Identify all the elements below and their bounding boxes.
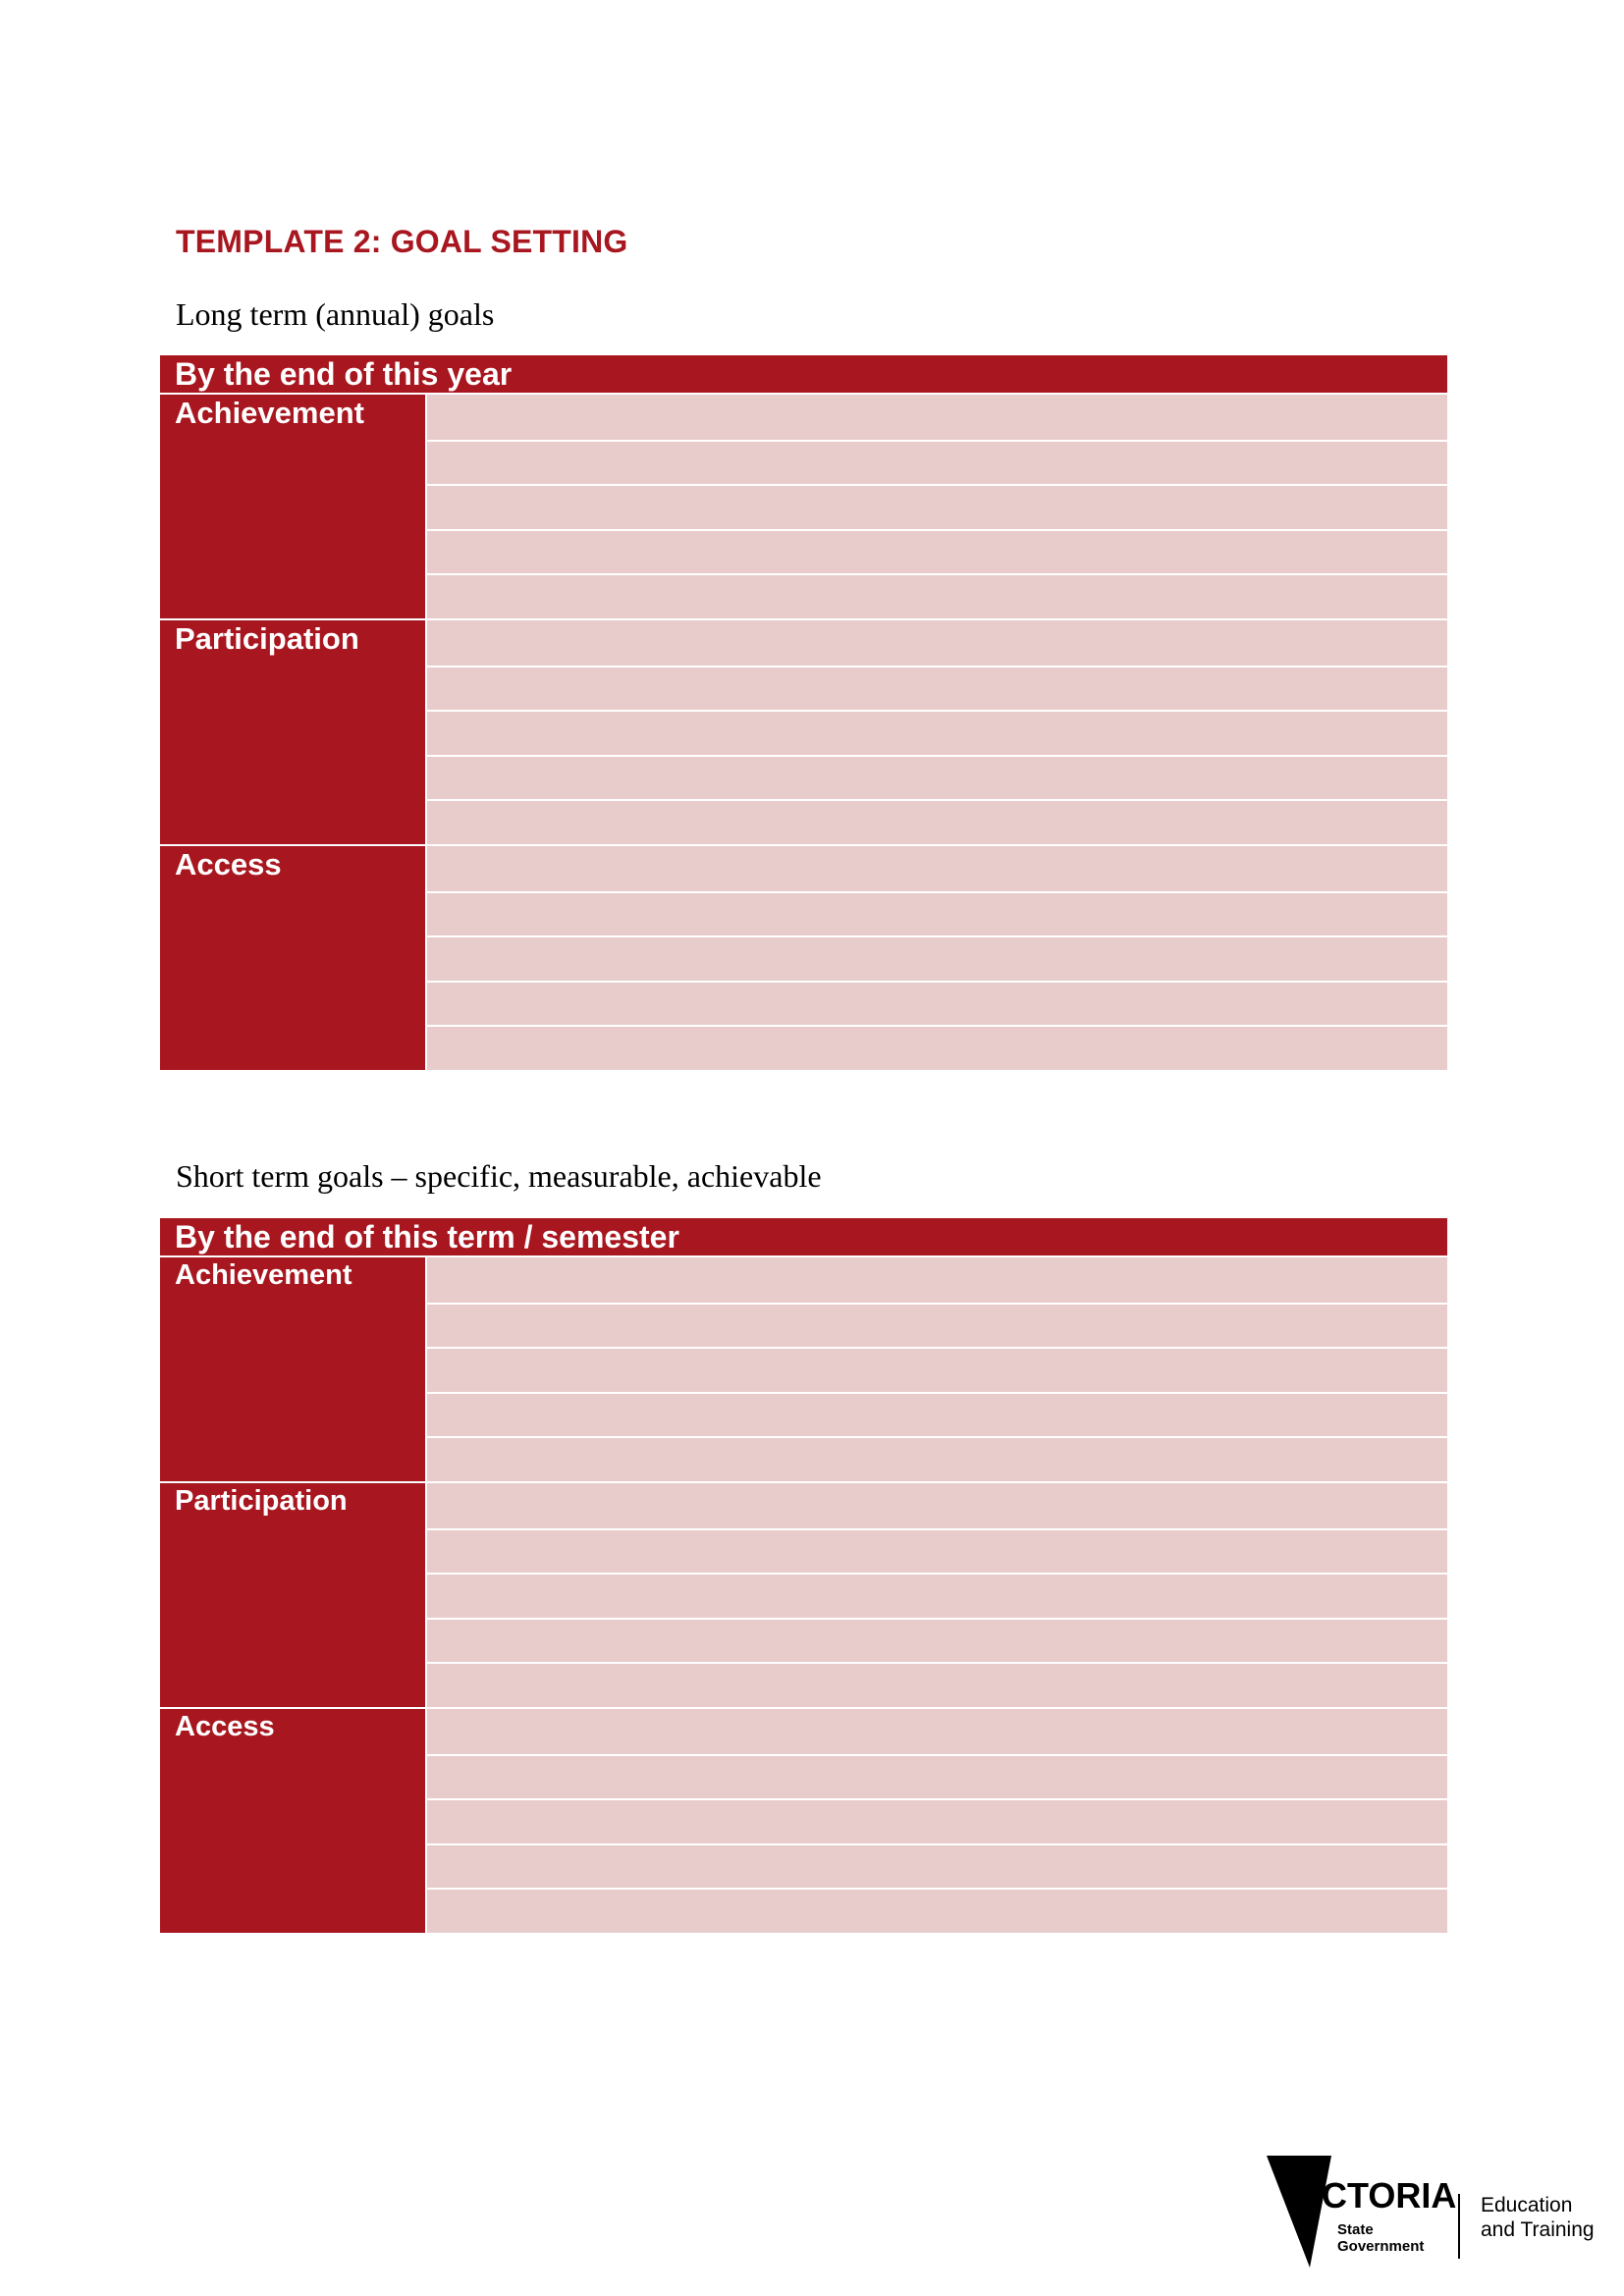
- long-term-goals-table: [160, 355, 1447, 1070]
- goal-entry-line[interactable]: [427, 799, 1447, 844]
- goal-entry-line[interactable]: [427, 395, 1447, 440]
- logo-sub-line1: State: [1337, 2221, 1374, 2238]
- goal-entry-line[interactable]: [427, 1436, 1447, 1481]
- goal-entry-line[interactable]: [427, 846, 1447, 891]
- section-label-achievement: Achievement: [160, 395, 427, 618]
- goal-entry-line[interactable]: [427, 1025, 1447, 1070]
- goal-entry-line[interactable]: [427, 666, 1447, 711]
- section-label-participation: Participation: [160, 1483, 427, 1707]
- goal-entry-line[interactable]: [427, 1618, 1447, 1663]
- goal-entry-line[interactable]: [427, 935, 1447, 981]
- long-term-achievement-section: [160, 393, 1447, 618]
- goal-entry-line[interactable]: [427, 755, 1447, 800]
- goal-entry-line[interactable]: [427, 529, 1447, 574]
- department-name: [1481, 2193, 1595, 2242]
- goal-entry-line[interactable]: [427, 1798, 1447, 1843]
- section-label-access: Access: [160, 846, 427, 1070]
- short-term-participation-section: [160, 1481, 1447, 1707]
- short-term-access-section: [160, 1707, 1447, 1933]
- short-term-table-header: By the end of this term / semester: [160, 1218, 1447, 1255]
- logo-sub-line2: Government: [1337, 2238, 1425, 2255]
- goal-entry-line[interactable]: [427, 1709, 1447, 1754]
- short-term-goals-table: [160, 1218, 1447, 1933]
- long-term-heading: Long term (annual) goals: [176, 296, 495, 332]
- goal-entry-line[interactable]: [427, 1754, 1447, 1799]
- goal-entry-line[interactable]: [427, 1392, 1447, 1437]
- department-line1: Education: [1481, 2194, 1573, 2216]
- goal-entry-line[interactable]: [427, 1483, 1447, 1528]
- long-term-participation-section: [160, 618, 1447, 844]
- goal-entry-line[interactable]: [427, 1528, 1447, 1574]
- goal-entry-line[interactable]: [427, 891, 1447, 936]
- department-line2: and Training: [1481, 2218, 1595, 2241]
- short-term-heading: Short term goals – specific, measurable, achievable: [176, 1158, 822, 1194]
- goal-entry-line[interactable]: [427, 620, 1447, 666]
- goal-entry-line[interactable]: [427, 1303, 1447, 1348]
- goal-entry-line[interactable]: [427, 1843, 1447, 1889]
- goal-entry-line[interactable]: [427, 573, 1447, 618]
- goal-entry-line[interactable]: [427, 484, 1447, 529]
- section-label-achievement: Achievement: [160, 1257, 427, 1481]
- section-label-participation: Participation: [160, 620, 427, 844]
- goal-entry-line[interactable]: [427, 1662, 1447, 1707]
- goal-entry-line[interactable]: [427, 1573, 1447, 1618]
- goal-entry-line[interactable]: [427, 1888, 1447, 1933]
- goal-entry-line[interactable]: [427, 981, 1447, 1026]
- long-term-access-section: [160, 844, 1447, 1070]
- goal-entry-line[interactable]: [427, 710, 1447, 755]
- long-term-table-header: By the end of this year: [160, 355, 1447, 393]
- goal-entry-line[interactable]: [427, 440, 1447, 485]
- logo-divider: [1458, 2194, 1460, 2259]
- logo-wordmark: VICTORIA: [1288, 2175, 1457, 2216]
- goal-entry-line[interactable]: [427, 1347, 1447, 1392]
- goal-entry-line[interactable]: [427, 1257, 1447, 1303]
- section-label-access: Access: [160, 1709, 427, 1933]
- document-title: TEMPLATE 2: GOAL SETTING: [176, 224, 628, 259]
- short-term-achievement-section: [160, 1255, 1447, 1481]
